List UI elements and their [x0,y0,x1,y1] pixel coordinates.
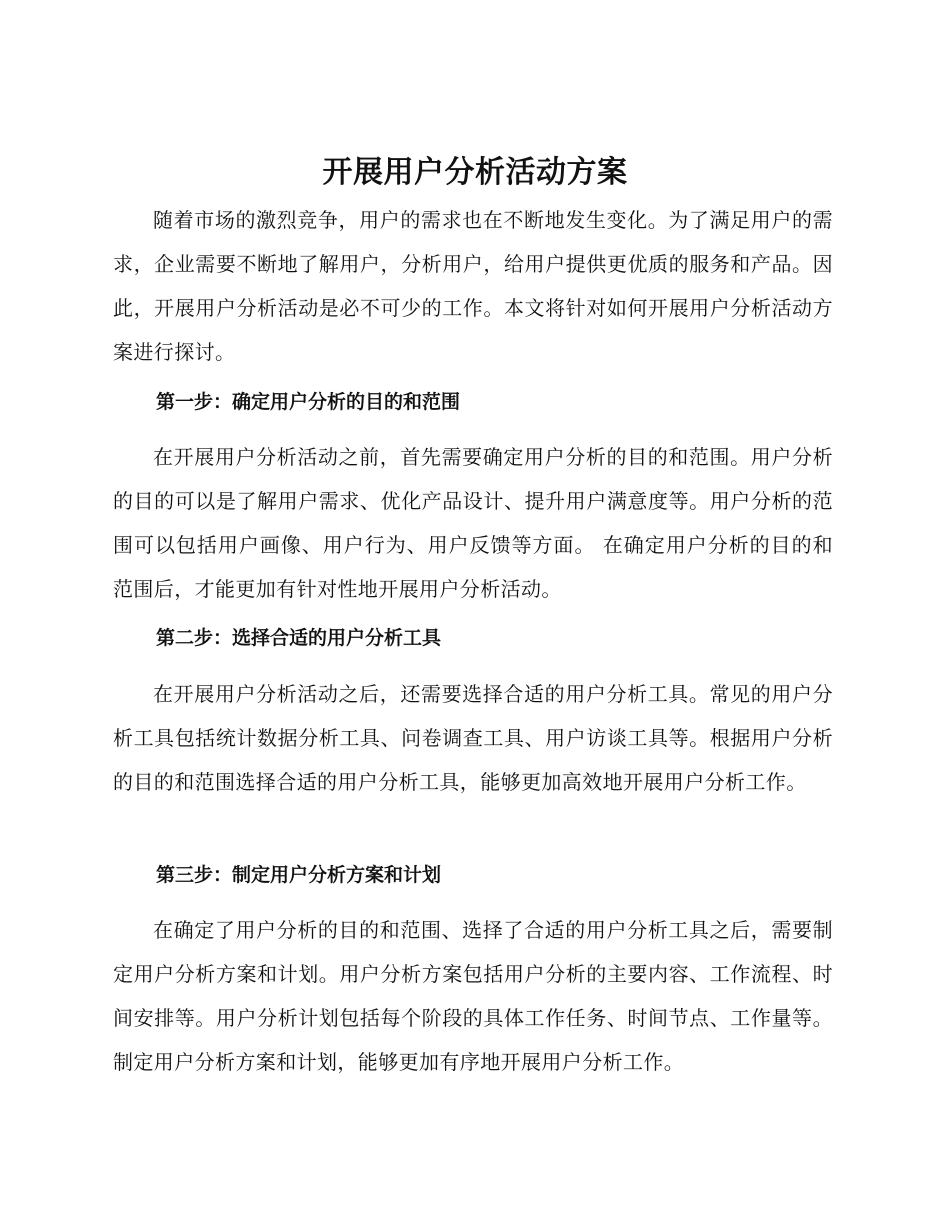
section-heading-step-1: 第一步：确定用户分析的目的和范围 [156,391,461,413]
section-heading-step-2: 第二步：选择合适的用户分析工具 [156,627,442,649]
intro-paragraph: 随着市场的激烈竞争，用户的需求也在不断地发生变化。为了满足用户的需求，企业需要不断地了解用户，分析用户，给用户提供更优质的服务和产品。因此，开展用户分析活动是必不可少的工作。本文将针对如何开展用户分析活动方案进行探讨。 [113,208,833,364]
section-body-step-1: 在开展用户分析活动之前，首先需要确定用户分析的目的和范围。用户分析的目的可以是了解用户需求、优化产品设计、提升用户满意度等。用户分析的范围可以包括用户画像、用户行为、用户反馈等方面。 在确定用户分析的目的和范围后，才能更加有针对性地开展用户分析活动。 [113,445,833,601]
section-body-step-2: 在开展用户分析活动之后，还需要选择合适的用户分析工具。常见的用户分析工具包括统计数据分析工具、问卷调查工具、用户访谈工具等。根据用户分析的目的和范围选择合适的用户分析工具，能够更加高效地开展用户分析工作。 [113,682,833,794]
section-body-step-3: 在确定了用户分析的目的和范围、选择了合适的用户分析工具之后，需要制定用户分析方案和计划。用户分析方案包括用户分析的主要内容、工作流程、时间安排等。用户分析计划包括每个阶段的具体工作任务、时间节点、工作量等。制定用户分析方案和计划，能够更加有序地开展用户分析工作。 [113,918,833,1074]
section-heading-step-3: 第三步：制定用户分析方案和计划 [156,864,442,886]
page-title: 开展用户分析活动方案 [322,155,628,190]
